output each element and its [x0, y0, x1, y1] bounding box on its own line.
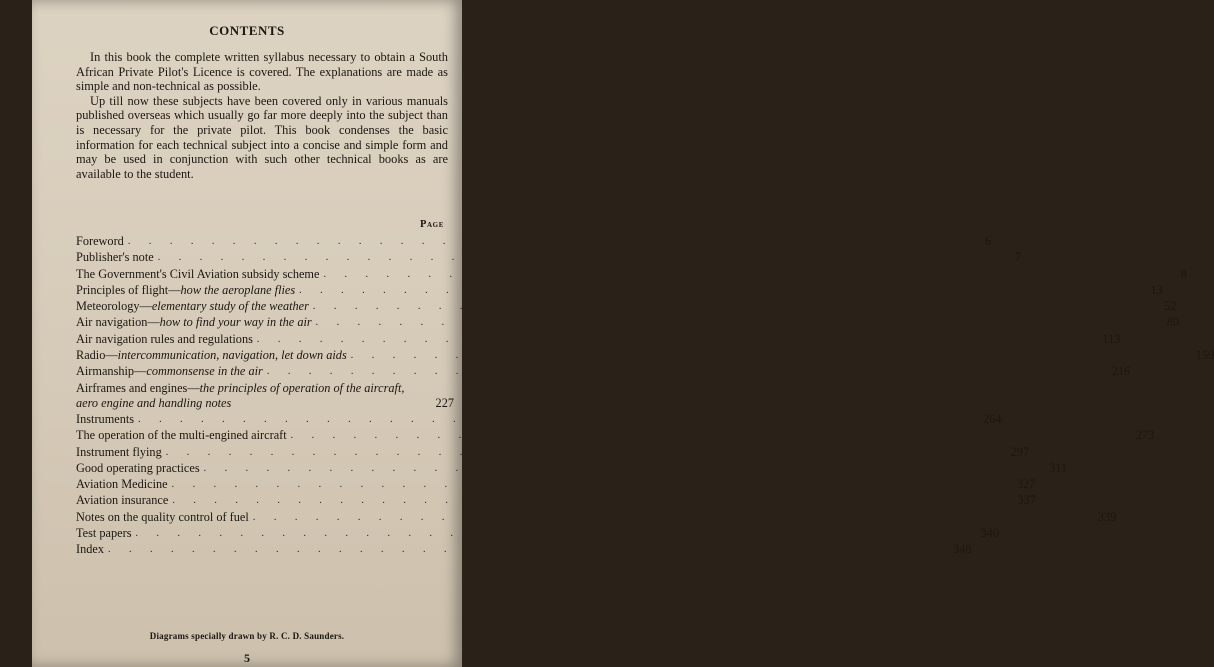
toc-entry-title: Air navigation: [76, 315, 148, 330]
toc-entry: [76, 282, 1163, 298]
toc-entry: [76, 428, 1155, 443]
toc-entry-title: Principles of flight: [76, 282, 169, 297]
toc-entry-title: Instruments: [76, 411, 135, 426]
table-of-contents: [76, 234, 1214, 559]
toc-leader-dots: . . . . . . . . . . . . . . . . . . . . . . . . . . . . . . . . . . . . . . . .: [312, 301, 1143, 313]
toc-entry-title: Airmanship: [76, 364, 135, 379]
toc-entry: [76, 509, 1117, 525]
toc-entry-dash: —: [139, 299, 152, 314]
toc-entry-label: [76, 542, 104, 557]
toc-entry-label: [76, 461, 200, 476]
toc-entry-label: [76, 267, 319, 282]
toc-leader-dots: . . . . . . . . . . . . . . . . . . . . . . . . . . . . . . . . . . . . . . . .: [315, 317, 1146, 329]
toc-entry-label: [76, 348, 347, 363]
toc-entry-title: Radio: [76, 348, 106, 363]
toc-entry-label: [76, 412, 134, 427]
toc-entry-subtitle: the principles of operation of the aircraft, aero engine and handling notes: [76, 380, 405, 410]
toc-entry-label: [76, 364, 263, 379]
toc-entry-page: 7: [1015, 250, 1022, 265]
toc-entry-label: [76, 510, 249, 525]
page-number: 5: [244, 651, 250, 665]
toc-entry-title: Index: [76, 542, 104, 557]
toc-entry-page: 264: [983, 411, 1002, 426]
toc-entry-label: [76, 428, 287, 443]
toc-entry-page: 216: [1111, 364, 1131, 379]
toc-entry-label: [76, 493, 168, 508]
toc-entry-page: 327: [1016, 477, 1036, 492]
toc-leader-dots: . . . . . . . . . . . . . . . . . . . . . . . . . . . . . . . . . . . . . . . .: [252, 511, 1083, 523]
toc-entry-label: [76, 299, 309, 314]
page-title: CONTENTS: [209, 23, 285, 38]
toc-entry-label: [76, 477, 168, 492]
toc-entry: [76, 380, 454, 411]
toc-entry-page: 13: [1150, 282, 1163, 297]
toc-entry-title: Aviation insurance: [76, 493, 169, 508]
toc-entry: [76, 526, 999, 541]
toc-entry-page: 339: [1097, 509, 1117, 524]
toc-entry-page: 159: [1195, 348, 1214, 363]
intro-paragraph-1: In this book the complete written syllabus necessary to obtain a South African Private Pilot's Licence is covered. The explanations are made as simple and non-technical as possible.: [76, 50, 448, 94]
toc-leader-dots: . . . . . . . . . . . . . . . . . . . . . . . . . . . . . . . . . . . . . . . .: [165, 446, 996, 458]
toc-entry: [76, 348, 1214, 363]
toc-entry-page: 52: [1164, 299, 1177, 314]
toc-leader-dots: . . . . . . . . . . . . . . . . . . . . . . . . . . . . . . . . . . . . . . . .: [127, 236, 958, 247]
toc-entry-title: Meteorology: [76, 299, 140, 314]
toc-entry-label: [76, 332, 253, 347]
toc-entry-page: 8: [1180, 266, 1187, 281]
toc-entry-title: Notes on the quality control of fuel: [76, 509, 249, 524]
toc-entry-subtitle: commonsense in the air: [146, 364, 263, 379]
intro-text: [76, 50, 448, 181]
toc-entry: [76, 299, 1177, 314]
toc-entry-dash: —: [134, 364, 147, 379]
toc-entry-title: Publisher's note: [76, 250, 154, 265]
toc-entry: [76, 411, 1002, 427]
toc-entry-dash: —: [168, 282, 181, 297]
toc-entry-page: 297: [1010, 444, 1030, 459]
toc-entry-page: 227: [435, 395, 454, 410]
toc-entry-dash: —: [105, 348, 118, 363]
toc-entry: [76, 234, 992, 249]
toc-entry-title: Airframes and engines: [76, 380, 188, 395]
toc-leader-dots: . . . . . . . . . . . . . . . . . . . . . . . . . . . . . . . . . . . . . . . .: [172, 495, 1002, 507]
toc-entry-subtitle: how the aeroplane flies: [180, 282, 296, 297]
toc-entry-label: [76, 250, 154, 265]
toc-entry-title: Test papers: [76, 526, 132, 541]
toc-leader-dots: . . . . . . . . . . . . . . . . . . . . . . . . . . . . . . . . . . . . . . . .: [350, 350, 1181, 362]
toc-entry-label: [76, 315, 312, 330]
toc-entry-title: Foreword: [76, 234, 124, 248]
toc-entry-dash: —: [147, 315, 160, 330]
book-page: [32, 0, 1214, 667]
toc-entry-page: 113: [1102, 331, 1121, 346]
toc-entry: [76, 444, 1030, 460]
toc-entry-page: 311: [1049, 460, 1068, 475]
toc-leader-dots: . . . . . . . . . . . . . . . . . . . . . . . . . . . . . . . . . . . . . . . .: [266, 366, 1097, 378]
toc-leader-dots: . . . . . . . . . . . . . . . . . . . . . . . . . . . . . . . . . . . . . . . .: [256, 333, 1087, 345]
toc-entry: [76, 364, 1131, 379]
toc-entry: [76, 250, 1022, 265]
toc-leader-dots: . . . . . . . . . . . . . . . . . . . . . . . . . . . . . . . . . . . . . . . .: [290, 430, 1121, 442]
toc-entry: [76, 493, 1036, 508]
toc-leader-dots: . . . . . . . . . . . . . . . . . . . . . . . . . . . . . . . . . . . . . . . .: [323, 268, 1153, 280]
toc-entry-page: 348: [953, 542, 972, 557]
toc-entry: [76, 460, 1068, 476]
toc-entry-title: Good operating practices: [76, 460, 200, 475]
toc-leader-dots: . . . . . . . . . . . . . . . . . . . . . . . . . . . . . . . . . . . . . . . .: [203, 462, 1034, 474]
diagram-credit: Diagrams specially drawn by R. C. D. Saunders.: [149, 631, 345, 641]
toc-entry-title: Air navigation rules and regulations: [76, 331, 253, 346]
toc-entry-page: 337: [1017, 493, 1036, 508]
toc-leader-dots: . . . . . . . . . . . . . . . . . . . . . . . . . . . . . . . . . . . . . . . .: [108, 544, 938, 556]
toc-entry-subtitle: how to find your way in the air: [159, 315, 312, 330]
toc-entry-title: The operation of the multi-engined aircraft: [76, 428, 287, 443]
page-column-heading: Page: [420, 219, 444, 230]
toc-entry: [76, 542, 972, 557]
toc-entry-label: [76, 283, 295, 298]
toc-leader-dots: . . . . . . . . . . . . . . . . . . . . . . . . . . . . . . . . . . . . . . . .: [299, 284, 1129, 296]
toc-entry-page: 340: [980, 526, 999, 541]
toc-entry: [76, 266, 1187, 282]
intro-paragraph-2: Up till now these subjects have been covered only in various manuals published overseas which usually go far more deeply into the subject than is necessary for the private pilot. This book condenses the basic information for each technical subject into a concise and simple form and may be used in conjunction with such other technical books as are available to the student.: [76, 93, 448, 181]
toc-entry-label: [76, 526, 131, 541]
toc-leader-dots: . . . . . . . . . . . . . . . . . . . . . . . . . . . . . . . . . . . . . . . .: [138, 413, 968, 425]
toc-entry-label: [76, 445, 162, 460]
toc-entry-page: 80: [1166, 315, 1180, 330]
toc-entry-label: [76, 381, 416, 411]
toc-entry-dash: —: [187, 380, 200, 395]
toc-entry-title: Aviation Medicine: [76, 477, 168, 492]
toc-entry: [76, 315, 1180, 330]
toc-leader-dots: . . . . . . . . . . . . . . . . . . . . . . . . . . . . . . . . . . . . . . . .: [157, 252, 988, 264]
toc-entry-title: The Government's Civil Aviation subsidy scheme: [76, 266, 320, 281]
toc-entry-page: 273: [1135, 428, 1155, 443]
toc-entry: [76, 331, 1121, 347]
toc-leader-dots: . . . . . . . . . . . . . . . . . . . . . . . . . . . . . . . . . . . . . . . .: [135, 528, 965, 540]
toc-entry: [76, 477, 1036, 492]
toc-entry-page: 6: [985, 234, 992, 248]
toc-entry-subtitle: elementary study of the weather: [151, 299, 309, 314]
toc-leader-dots: . . . . . . . . . . . . . . . . . . . . . . . . . . . . . . . . . . . . . . . .: [171, 479, 1002, 491]
toc-entry-title: Instrument flying: [76, 444, 162, 459]
toc-entry-subtitle: intercommunication, navigation, let down aids: [117, 348, 347, 363]
toc-entry-label: [76, 234, 124, 249]
